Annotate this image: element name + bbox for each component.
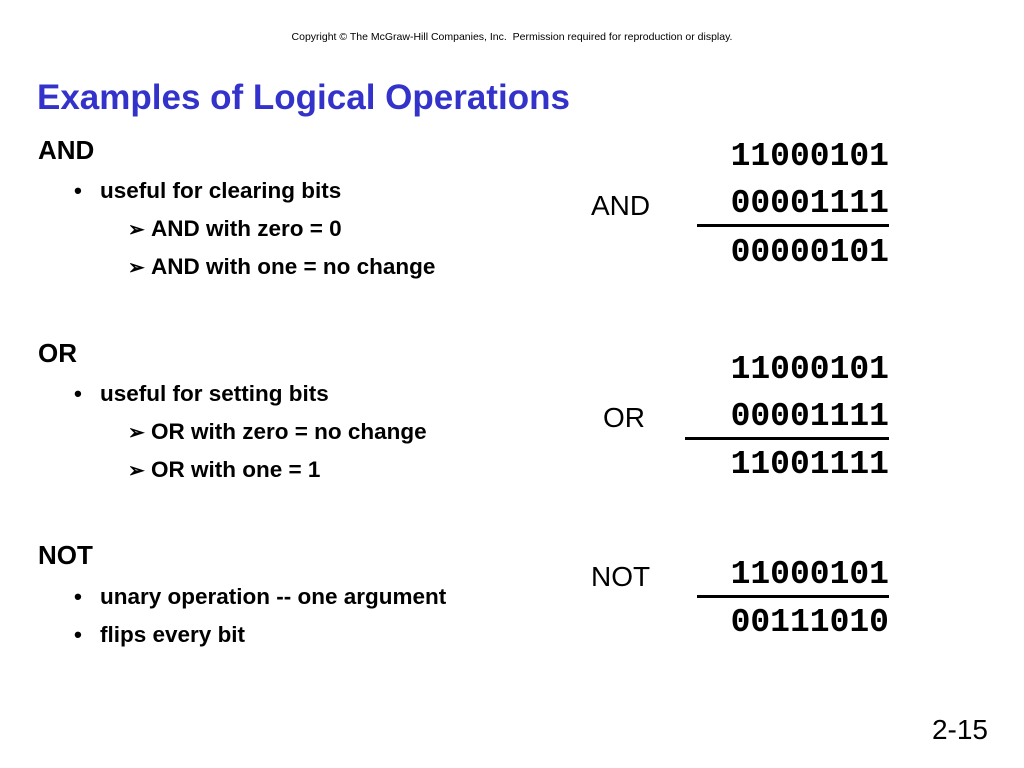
bullet-text: flips every bit	[100, 622, 246, 647]
sub-bullet-text: AND with zero = 0	[151, 216, 342, 241]
or-operator-label: OR	[603, 402, 645, 433]
arrow-bullet-icon: ➢	[128, 422, 145, 444]
bullet-item	[74, 622, 245, 648]
or-operand-b: 00001111	[685, 397, 889, 440]
bullet-item	[74, 178, 341, 204]
sub-bullet-item	[128, 457, 320, 483]
sub-bullet-text: OR with zero = no change	[151, 419, 427, 444]
sub-bullet-text: AND with one = no change	[151, 254, 436, 279]
and-result: 00000101	[730, 234, 889, 271]
arrow-bullet-icon: ➢	[128, 460, 145, 482]
sub-bullet-text: OR with one = 1	[151, 457, 321, 482]
not-operand: 11000101	[697, 555, 889, 598]
bullet-text: useful for clearing bits	[100, 178, 342, 203]
section-heading-not: NOT	[38, 540, 93, 570]
bullet-icon: •	[74, 178, 82, 203]
sub-bullet-item	[128, 419, 427, 445]
bullet-icon: •	[74, 381, 82, 406]
sub-bullet-item	[128, 254, 435, 280]
or-operand-a: 11000101	[730, 351, 889, 388]
arrow-bullet-icon: ➢	[128, 219, 145, 241]
slide-title: Examples of Logical Operations	[37, 78, 570, 117]
page-number: 2-15	[931, 714, 988, 745]
not-operator-label: NOT	[591, 561, 651, 592]
bullet-item	[74, 584, 446, 610]
bullet-icon: •	[74, 622, 82, 647]
not-result: 00111010	[730, 604, 889, 641]
bullet-icon: •	[74, 584, 82, 609]
and-operator-label: AND	[591, 190, 651, 221]
section-heading-and: AND	[38, 135, 95, 165]
section-heading-or: OR	[38, 338, 77, 368]
bullet-text: unary operation -- one argument	[100, 584, 447, 609]
and-operand-a: 11000101	[730, 138, 889, 175]
or-result: 11001111	[730, 446, 889, 483]
arrow-bullet-icon: ➢	[128, 257, 145, 279]
bullet-item	[74, 381, 329, 407]
sub-bullet-item	[128, 216, 342, 242]
and-operand-b: 00001111	[697, 184, 889, 227]
bullet-text: useful for setting bits	[100, 381, 329, 406]
copyright-notice: Copyright © The McGraw-Hill Companies, Inc. Permission required for reproduction or display.	[291, 31, 733, 43]
